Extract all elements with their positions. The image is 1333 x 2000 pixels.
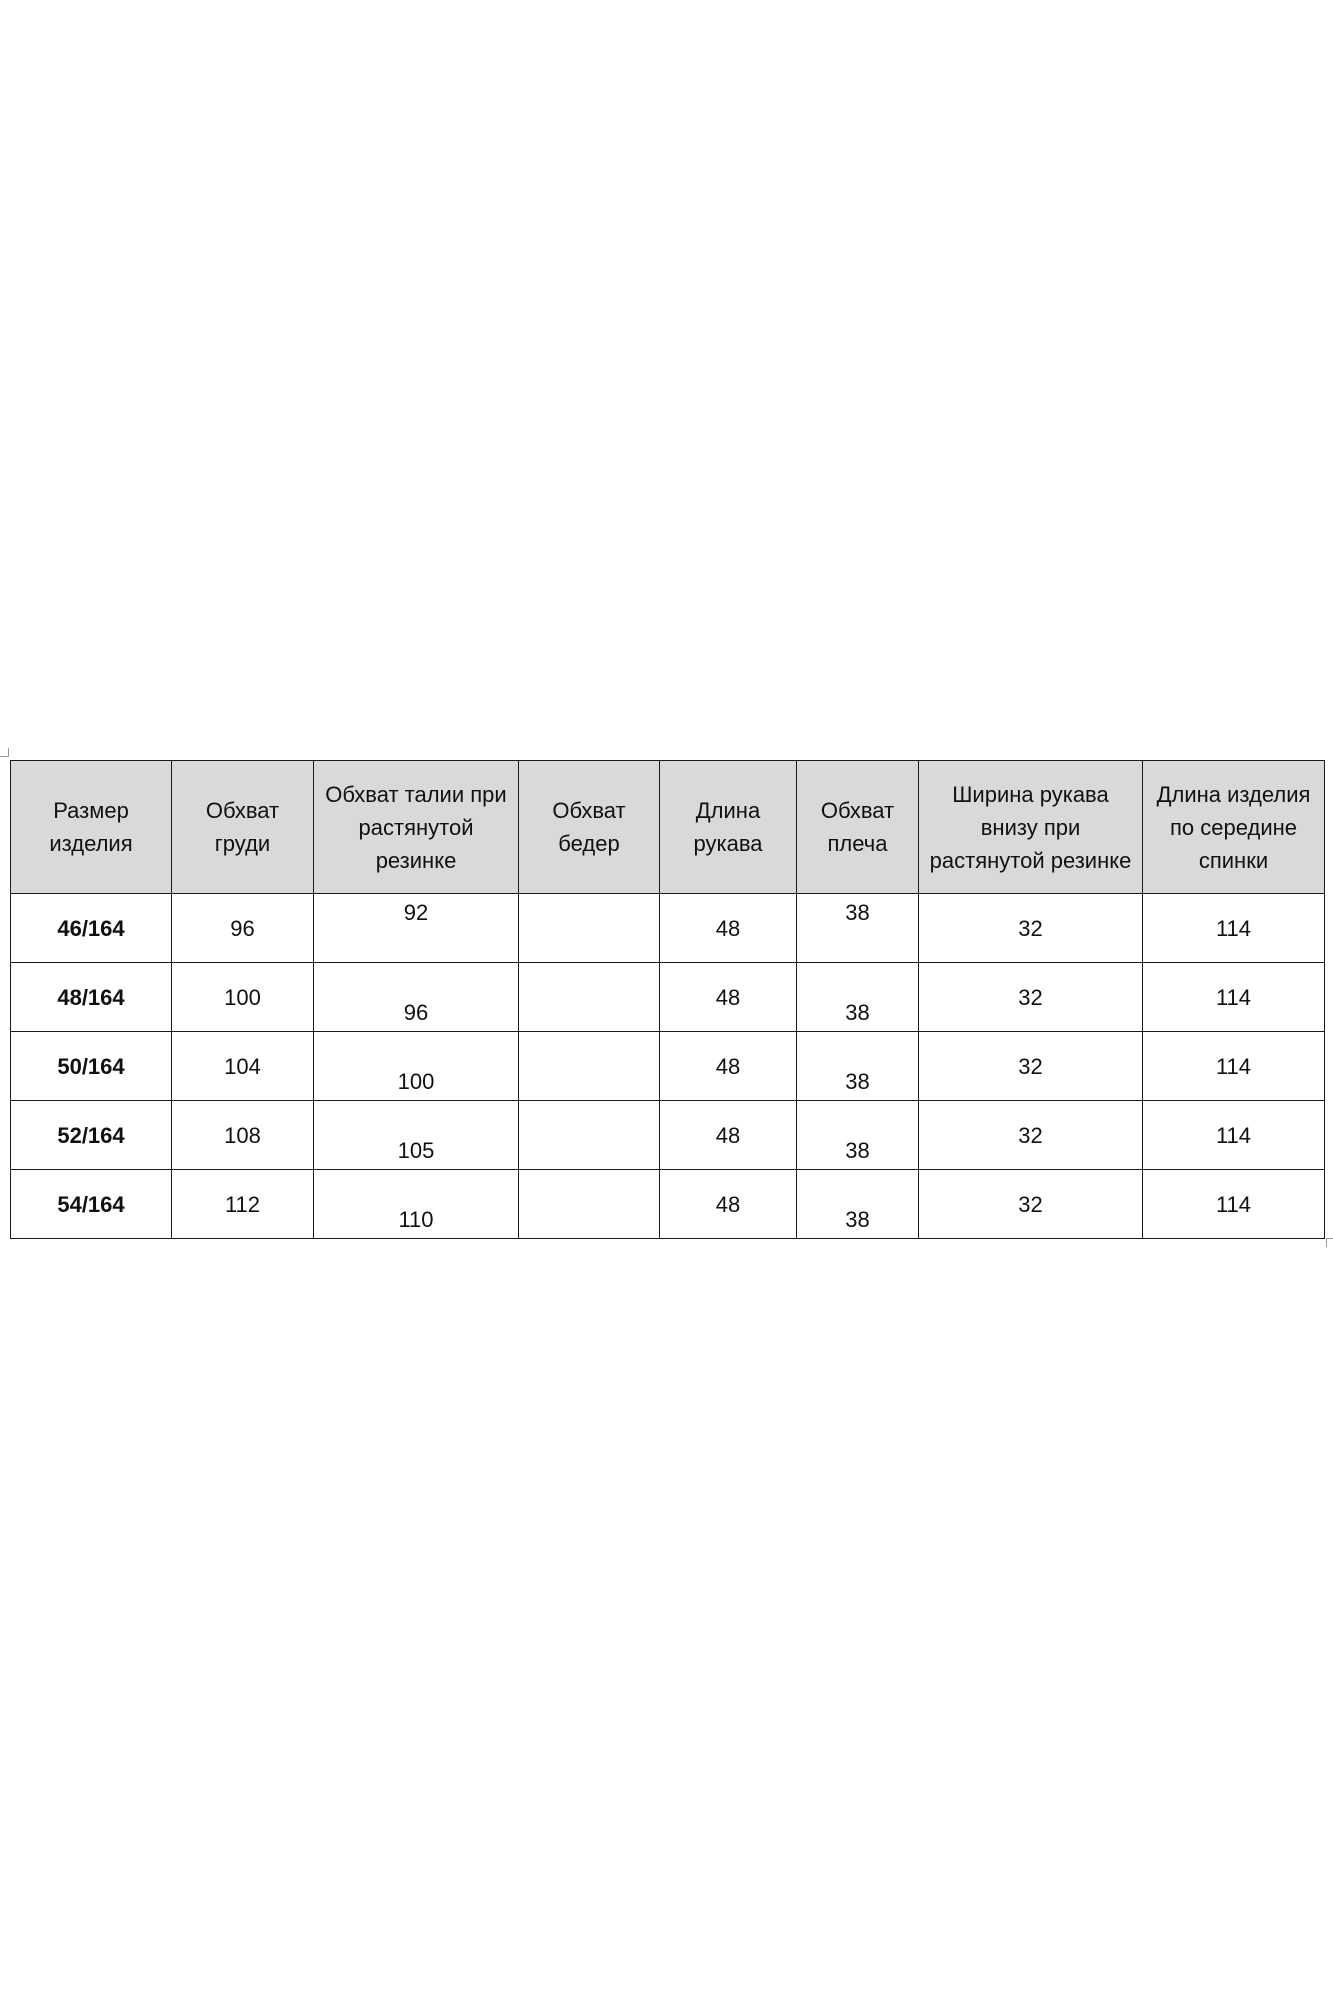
table-row [11,1032,1325,1101]
hips-cell [519,1101,660,1170]
waist-cell: 105 [314,1101,519,1170]
table-corner-marker [1326,1238,1333,1247]
garment-length-cell: 114 [1143,963,1325,1032]
upper-arm-cell: 38 [797,894,919,963]
waist-cell: 110 [314,1170,519,1239]
hips-cell [519,963,660,1032]
hips-cell [519,1032,660,1101]
garment-length-cell: 114 [1143,1032,1325,1101]
header-waist: Обхват талии при растянутой резинке [314,761,519,894]
table-row [11,963,1325,1032]
header-chest: Обхват груди [172,761,314,894]
waist-cell: 92 [314,894,519,963]
chest-cell: 100 [172,963,314,1032]
garment-length-cell: 114 [1143,894,1325,963]
chest-cell: 112 [172,1170,314,1239]
table-corner-marker [0,748,9,757]
header-row [11,761,1325,894]
sleeve-length-cell: 48 [660,1101,797,1170]
upper-arm-cell: 38 [797,1032,919,1101]
header-hips: Обхват бедер [519,761,660,894]
hips-cell [519,1170,660,1239]
sleeve-width-cell: 32 [919,1170,1143,1239]
garment-length-cell: 114 [1143,1170,1325,1239]
chest-cell: 96 [172,894,314,963]
sleeve-length-cell: 48 [660,894,797,963]
size-cell: 48/164 [11,963,172,1032]
waist-cell: 96 [314,963,519,1032]
size-cell: 52/164 [11,1101,172,1170]
size-cell: 50/164 [11,1032,172,1101]
waist-cell: 100 [314,1032,519,1101]
header-garment-length: Длина изделия по середине спинки [1143,761,1325,894]
size-cell: 54/164 [11,1170,172,1239]
table-row [11,1101,1325,1170]
hips-cell [519,894,660,963]
table-row [11,894,1325,963]
table-row [11,1170,1325,1239]
sleeve-width-cell: 32 [919,894,1143,963]
header-sleeve-length: Длина рукава [660,761,797,894]
sleeve-length-cell: 48 [660,963,797,1032]
upper-arm-cell: 38 [797,1170,919,1239]
sleeve-width-cell: 32 [919,1032,1143,1101]
size-cell: 46/164 [11,894,172,963]
size-chart-table [10,760,1325,1239]
sleeve-width-cell: 32 [919,1101,1143,1170]
upper-arm-cell: 38 [797,963,919,1032]
sleeve-length-cell: 48 [660,1170,797,1239]
header-sleeve-width: Ширина рукава внизу при растянутой резинке [919,761,1143,894]
header-upper-arm: Обхват плеча [797,761,919,894]
sleeve-length-cell: 48 [660,1032,797,1101]
garment-length-cell: 114 [1143,1101,1325,1170]
header-size: Размер изделия [11,761,172,894]
chest-cell: 108 [172,1101,314,1170]
upper-arm-cell: 38 [797,1101,919,1170]
sleeve-width-cell: 32 [919,963,1143,1032]
chest-cell: 104 [172,1032,314,1101]
